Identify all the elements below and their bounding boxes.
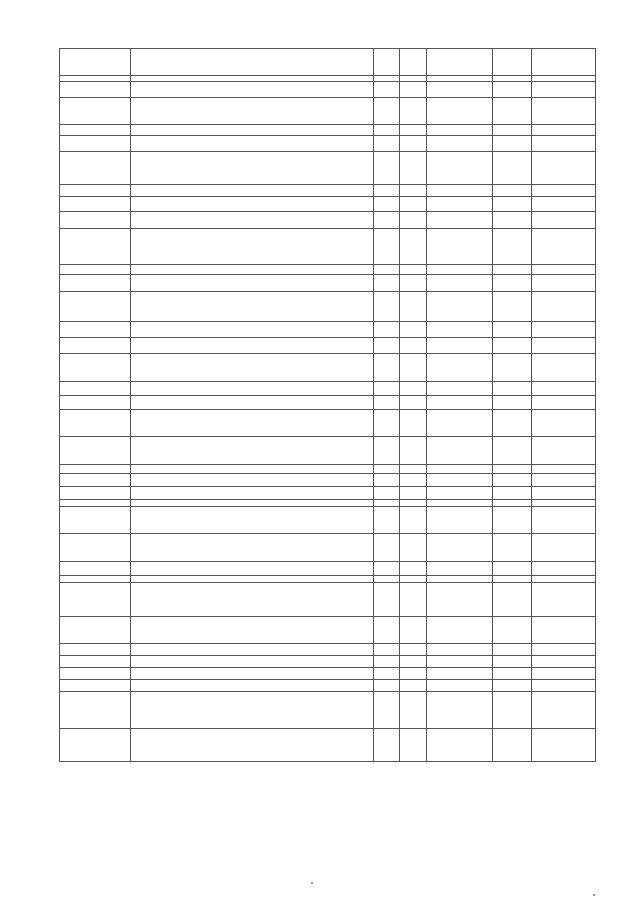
section-code bbox=[374, 322, 400, 338]
row-description bbox=[131, 534, 374, 562]
row-number-cell bbox=[60, 354, 131, 382]
target-item-code bbox=[427, 465, 493, 474]
annual-amount bbox=[532, 265, 596, 275]
table-row bbox=[60, 185, 596, 197]
table-row bbox=[60, 410, 596, 437]
row-number-cell bbox=[60, 465, 131, 474]
subsection-code bbox=[400, 656, 427, 668]
target-item-code bbox=[427, 410, 493, 437]
subsection-code bbox=[400, 534, 427, 562]
table-row bbox=[60, 338, 596, 354]
expense-type-code bbox=[493, 212, 532, 229]
table-row bbox=[60, 354, 596, 382]
annual-amount bbox=[532, 212, 596, 229]
subsection-code bbox=[400, 500, 427, 507]
annual-amount bbox=[532, 474, 596, 487]
row-description bbox=[131, 500, 374, 507]
row-description bbox=[131, 197, 374, 212]
expense-type-code bbox=[493, 410, 532, 437]
row-number-cell bbox=[60, 338, 131, 354]
target-item-code bbox=[427, 668, 493, 680]
subsection-code bbox=[400, 98, 427, 125]
table-row bbox=[60, 680, 596, 692]
row-description bbox=[131, 125, 374, 136]
target-item-code bbox=[427, 500, 493, 507]
section-code bbox=[374, 474, 400, 487]
subsection-code bbox=[400, 668, 427, 680]
table-row bbox=[60, 500, 596, 507]
table-row bbox=[60, 212, 596, 229]
target-item-code bbox=[427, 534, 493, 562]
subsection-code bbox=[400, 617, 427, 644]
subsection-code bbox=[400, 275, 427, 292]
expense-type-code bbox=[493, 338, 532, 354]
row-description bbox=[131, 136, 374, 152]
section-code bbox=[374, 562, 400, 576]
table-row bbox=[60, 692, 596, 729]
table-row bbox=[60, 322, 596, 338]
annual-amount bbox=[532, 507, 596, 534]
subsection-code bbox=[400, 396, 427, 410]
subsection-code bbox=[400, 382, 427, 396]
table-row bbox=[60, 507, 596, 534]
expense-type-code bbox=[493, 136, 532, 152]
row-description bbox=[131, 576, 374, 583]
row-description bbox=[131, 185, 374, 197]
target-item-code bbox=[427, 197, 493, 212]
table-row bbox=[60, 562, 596, 576]
target-item-code bbox=[427, 265, 493, 275]
row-description bbox=[131, 338, 374, 354]
header-annual-amount bbox=[532, 49, 596, 76]
expense-type-code bbox=[493, 82, 532, 98]
row-description bbox=[131, 275, 374, 292]
row-number-cell bbox=[60, 125, 131, 136]
section-code bbox=[374, 125, 400, 136]
section-code bbox=[374, 534, 400, 562]
table-row bbox=[60, 437, 596, 465]
expense-type-code bbox=[493, 437, 532, 465]
target-item-code bbox=[427, 680, 493, 692]
section-code bbox=[374, 465, 400, 474]
target-item-code bbox=[427, 487, 493, 500]
subsection-code bbox=[400, 322, 427, 338]
table-row bbox=[60, 465, 596, 474]
expense-type-code bbox=[493, 507, 532, 534]
row-number-cell bbox=[60, 396, 131, 410]
subsection-code bbox=[400, 338, 427, 354]
section-code bbox=[374, 229, 400, 265]
section-code bbox=[374, 98, 400, 125]
expense-type-code bbox=[493, 729, 532, 762]
section-code bbox=[374, 338, 400, 354]
row-number-cell bbox=[60, 562, 131, 576]
expense-type-code bbox=[493, 98, 532, 125]
row-number-cell bbox=[60, 507, 131, 534]
subsection-code bbox=[400, 212, 427, 229]
annual-amount bbox=[532, 562, 596, 576]
annual-amount bbox=[532, 185, 596, 197]
header-target-item bbox=[427, 49, 493, 76]
target-item-code bbox=[427, 396, 493, 410]
table-row bbox=[60, 583, 596, 617]
table-row bbox=[60, 474, 596, 487]
section-code bbox=[374, 576, 400, 583]
subsection-code bbox=[400, 583, 427, 617]
annual-amount bbox=[532, 680, 596, 692]
row-description bbox=[131, 354, 374, 382]
row-number-cell bbox=[60, 382, 131, 396]
section-code bbox=[374, 410, 400, 437]
row-number-cell bbox=[60, 410, 131, 437]
section-code bbox=[374, 437, 400, 465]
annual-amount bbox=[532, 338, 596, 354]
target-item-code bbox=[427, 576, 493, 583]
target-item-code bbox=[427, 729, 493, 762]
row-description bbox=[131, 507, 374, 534]
section-code bbox=[374, 292, 400, 322]
row-description bbox=[131, 82, 374, 98]
annual-amount bbox=[532, 292, 596, 322]
expense-type-code bbox=[493, 656, 532, 668]
row-description bbox=[131, 656, 374, 668]
annual-amount bbox=[532, 125, 596, 136]
row-description bbox=[131, 229, 374, 265]
expense-type-code bbox=[493, 474, 532, 487]
subsection-code bbox=[400, 729, 427, 762]
section-code bbox=[374, 265, 400, 275]
table-row bbox=[60, 98, 596, 125]
row-number-cell bbox=[60, 197, 131, 212]
row-number-cell bbox=[60, 229, 131, 265]
row-number-cell bbox=[60, 729, 131, 762]
row-number-cell bbox=[60, 136, 131, 152]
subsection-code bbox=[400, 152, 427, 185]
annual-amount bbox=[532, 500, 596, 507]
section-code bbox=[374, 136, 400, 152]
row-number-cell bbox=[60, 212, 131, 229]
expense-type-code bbox=[493, 265, 532, 275]
row-number-cell bbox=[60, 437, 131, 465]
table-row bbox=[60, 152, 596, 185]
annual-amount bbox=[532, 583, 596, 617]
table-row bbox=[60, 656, 596, 668]
row-number-cell bbox=[60, 322, 131, 338]
row-description bbox=[131, 152, 374, 185]
row-description bbox=[131, 292, 374, 322]
annual-amount bbox=[532, 487, 596, 500]
table-row bbox=[60, 125, 596, 136]
row-description bbox=[131, 692, 374, 729]
target-item-code bbox=[427, 125, 493, 136]
scan-artifact bbox=[311, 882, 313, 884]
expense-type-code bbox=[493, 668, 532, 680]
row-description bbox=[131, 668, 374, 680]
target-item-code bbox=[427, 692, 493, 729]
annual-amount bbox=[532, 82, 596, 98]
row-number-cell bbox=[60, 692, 131, 729]
table-row bbox=[60, 136, 596, 152]
annual-amount bbox=[532, 534, 596, 562]
row-number-cell bbox=[60, 474, 131, 487]
annual-amount bbox=[532, 197, 596, 212]
annual-amount bbox=[532, 382, 596, 396]
table-row bbox=[60, 487, 596, 500]
subsection-code bbox=[400, 487, 427, 500]
row-number-cell bbox=[60, 152, 131, 185]
table-row bbox=[60, 275, 596, 292]
subsection-code bbox=[400, 692, 427, 729]
annual-amount bbox=[532, 576, 596, 583]
target-item-code bbox=[427, 382, 493, 396]
subsection-code bbox=[400, 410, 427, 437]
target-item-code bbox=[427, 292, 493, 322]
table-row bbox=[60, 197, 596, 212]
row-number-cell bbox=[60, 98, 131, 125]
section-code bbox=[374, 396, 400, 410]
target-item-code bbox=[427, 229, 493, 265]
section-code bbox=[374, 197, 400, 212]
table-row bbox=[60, 292, 596, 322]
row-description bbox=[131, 562, 374, 576]
annual-amount bbox=[532, 437, 596, 465]
subsection-code bbox=[400, 644, 427, 656]
row-number-cell bbox=[60, 265, 131, 275]
table-row bbox=[60, 382, 596, 396]
expense-type-code bbox=[493, 354, 532, 382]
scan-artifact bbox=[593, 894, 595, 896]
expense-type-code bbox=[493, 680, 532, 692]
annual-amount bbox=[532, 644, 596, 656]
table-row bbox=[60, 82, 596, 98]
section-code bbox=[374, 680, 400, 692]
section-code bbox=[374, 382, 400, 396]
target-item-code bbox=[427, 354, 493, 382]
header-section bbox=[374, 49, 400, 76]
table-row bbox=[60, 229, 596, 265]
row-number-cell bbox=[60, 656, 131, 668]
expense-type-code bbox=[493, 576, 532, 583]
table-row bbox=[60, 668, 596, 680]
row-number-cell bbox=[60, 680, 131, 692]
expense-type-code bbox=[493, 644, 532, 656]
row-description bbox=[131, 396, 374, 410]
expense-type-code bbox=[493, 487, 532, 500]
annual-amount bbox=[532, 136, 596, 152]
target-item-code bbox=[427, 322, 493, 338]
annual-amount bbox=[532, 396, 596, 410]
target-item-code bbox=[427, 583, 493, 617]
section-code bbox=[374, 644, 400, 656]
section-code bbox=[374, 487, 400, 500]
table-row bbox=[60, 534, 596, 562]
target-item-code bbox=[427, 136, 493, 152]
row-description bbox=[131, 474, 374, 487]
section-code bbox=[374, 354, 400, 382]
target-item-code bbox=[427, 212, 493, 229]
row-number-cell bbox=[60, 82, 131, 98]
annual-amount bbox=[532, 98, 596, 125]
row-description bbox=[131, 729, 374, 762]
annual-amount bbox=[532, 322, 596, 338]
subsection-code bbox=[400, 562, 427, 576]
subsection-code bbox=[400, 354, 427, 382]
target-item-code bbox=[427, 152, 493, 185]
section-code bbox=[374, 729, 400, 762]
expense-type-code bbox=[493, 382, 532, 396]
expense-type-code bbox=[493, 229, 532, 265]
section-code bbox=[374, 275, 400, 292]
expense-type-code bbox=[493, 292, 532, 322]
annual-amount bbox=[532, 410, 596, 437]
row-description bbox=[131, 382, 374, 396]
target-item-code bbox=[427, 82, 493, 98]
annual-amount bbox=[532, 229, 596, 265]
table-row bbox=[60, 265, 596, 275]
expense-type-code bbox=[493, 125, 532, 136]
row-description bbox=[131, 437, 374, 465]
row-number-cell bbox=[60, 668, 131, 680]
annual-amount bbox=[532, 656, 596, 668]
subsection-code bbox=[400, 229, 427, 265]
target-item-code bbox=[427, 617, 493, 644]
section-code bbox=[374, 507, 400, 534]
row-description bbox=[131, 583, 374, 617]
subsection-code bbox=[400, 185, 427, 197]
table-header-row bbox=[60, 49, 596, 76]
expense-type-code bbox=[493, 617, 532, 644]
subsection-code bbox=[400, 474, 427, 487]
section-code bbox=[374, 583, 400, 617]
header-subsection bbox=[400, 49, 427, 76]
target-item-code bbox=[427, 656, 493, 668]
row-description bbox=[131, 410, 374, 437]
section-code bbox=[374, 668, 400, 680]
target-item-code bbox=[427, 644, 493, 656]
target-item-code bbox=[427, 185, 493, 197]
header-number bbox=[60, 49, 131, 76]
row-description bbox=[131, 465, 374, 474]
section-code bbox=[374, 212, 400, 229]
subsection-code bbox=[400, 82, 427, 98]
table-row bbox=[60, 617, 596, 644]
section-code bbox=[374, 152, 400, 185]
row-description bbox=[131, 617, 374, 644]
expense-type-code bbox=[493, 185, 532, 197]
expense-type-code bbox=[493, 465, 532, 474]
row-number-cell bbox=[60, 576, 131, 583]
section-code bbox=[374, 617, 400, 644]
subsection-code bbox=[400, 197, 427, 212]
expense-type-code bbox=[493, 322, 532, 338]
annual-amount bbox=[532, 617, 596, 644]
row-number-cell bbox=[60, 500, 131, 507]
table-row bbox=[60, 576, 596, 583]
row-number-cell bbox=[60, 487, 131, 500]
subsection-code bbox=[400, 265, 427, 275]
row-number-cell bbox=[60, 534, 131, 562]
header-expense-type bbox=[493, 49, 532, 76]
target-item-code bbox=[427, 474, 493, 487]
row-description bbox=[131, 98, 374, 125]
row-number-cell bbox=[60, 644, 131, 656]
annual-amount bbox=[532, 275, 596, 292]
annual-amount bbox=[532, 152, 596, 185]
subsection-code bbox=[400, 507, 427, 534]
annual-amount bbox=[532, 692, 596, 729]
expense-type-code bbox=[493, 197, 532, 212]
annual-amount bbox=[532, 354, 596, 382]
target-item-code bbox=[427, 562, 493, 576]
section-code bbox=[374, 500, 400, 507]
expense-type-code bbox=[493, 534, 532, 562]
subsection-code bbox=[400, 125, 427, 136]
expense-type-code bbox=[493, 152, 532, 185]
subsection-code bbox=[400, 136, 427, 152]
target-item-code bbox=[427, 437, 493, 465]
row-description bbox=[131, 680, 374, 692]
row-description bbox=[131, 644, 374, 656]
row-description bbox=[131, 212, 374, 229]
table-row bbox=[60, 729, 596, 762]
expense-type-code bbox=[493, 562, 532, 576]
expense-type-code bbox=[493, 583, 532, 617]
section-code bbox=[374, 185, 400, 197]
row-number-cell bbox=[60, 185, 131, 197]
target-item-code bbox=[427, 507, 493, 534]
expense-type-code bbox=[493, 692, 532, 729]
target-item-code bbox=[427, 338, 493, 354]
subsection-code bbox=[400, 680, 427, 692]
section-code bbox=[374, 692, 400, 729]
table-row bbox=[60, 396, 596, 410]
expense-type-code bbox=[493, 275, 532, 292]
row-number-cell bbox=[60, 583, 131, 617]
target-item-code bbox=[427, 275, 493, 292]
row-number-cell bbox=[60, 617, 131, 644]
row-description bbox=[131, 265, 374, 275]
annual-amount bbox=[532, 729, 596, 762]
expense-type-code bbox=[493, 500, 532, 507]
section-code bbox=[374, 82, 400, 98]
annual-amount bbox=[532, 668, 596, 680]
row-number-cell bbox=[60, 292, 131, 322]
subsection-code bbox=[400, 576, 427, 583]
section-code bbox=[374, 656, 400, 668]
table-row bbox=[60, 644, 596, 656]
row-description bbox=[131, 487, 374, 500]
budget-allocation-table bbox=[59, 48, 596, 762]
row-number-cell bbox=[60, 275, 131, 292]
target-item-code bbox=[427, 98, 493, 125]
header-name bbox=[131, 49, 374, 76]
subsection-code bbox=[400, 465, 427, 474]
subsection-code bbox=[400, 437, 427, 465]
row-description bbox=[131, 322, 374, 338]
annual-amount bbox=[532, 465, 596, 474]
subsection-code bbox=[400, 292, 427, 322]
expense-type-code bbox=[493, 396, 532, 410]
